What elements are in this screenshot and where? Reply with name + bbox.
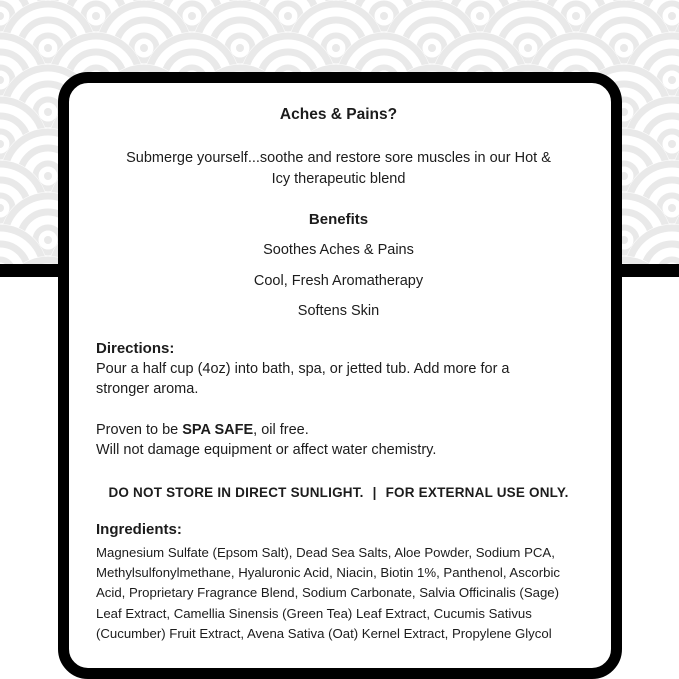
headline: Aches & Pains? <box>279 106 398 123</box>
warning-separator: | <box>372 484 377 500</box>
spa-safe-suffix: , oil free. <box>253 421 309 438</box>
benefits-heading: Benefits <box>308 211 369 228</box>
spa-safe-highlight: SPA SAFE <box>182 421 254 438</box>
ingredients-line-1: Magnesium Sulfate (Epsom Salt), Dead Sea Salts, Aloe Powder, Sodium PCA, <box>96 544 555 560</box>
ingredients-heading: Ingredients: <box>96 520 182 538</box>
benefits-list <box>96 240 581 322</box>
ingredients-line-3: Acid, Proprietary Fragrance Blend, Sodium Carbonate, Salvia Officinalis (Sage) <box>96 585 560 601</box>
spa-safe-note <box>96 420 581 461</box>
directions-text <box>96 359 581 400</box>
benefit-item-1: Soothes Aches & Pains <box>263 242 414 258</box>
ingredients-list <box>96 543 581 645</box>
label-content <box>69 83 611 645</box>
intro-paragraph <box>96 148 581 189</box>
benefit-item-3: Softens Skin <box>297 303 380 319</box>
label-card <box>58 72 622 679</box>
storage-warning <box>96 483 581 503</box>
ingredients-line-2: Methylsulfonylmethane, Hyaluronic Acid, Niacin, Biotin 1%, Panthenol, Ascorbic <box>96 564 560 580</box>
intro-line-1: Submerge yourself...soothe and restore sore muscles in our Hot & <box>126 150 551 166</box>
directions-heading: Directions: <box>96 339 175 357</box>
spa-safe-line-1 <box>96 420 581 441</box>
benefit-item-2: Cool, Fresh Aromatherapy <box>253 272 424 289</box>
warning-right: FOR EXTERNAL USE ONLY. <box>385 484 569 500</box>
spa-safe-line-2: Will not damage equipment or affect water chemistry. <box>96 442 437 458</box>
directions-line-1: Pour a half cup (4oz) into bath, spa, or jetted tub. Add more for a <box>96 360 510 377</box>
spa-safe-prefix: Proven to be <box>96 421 183 438</box>
ingredients-line-4: Leaf Extract, Camellia Sinensis (Green Tea) Leaf Extract, Cucumis Sativus <box>96 605 532 621</box>
directions-line-2: stronger aroma. <box>96 381 199 397</box>
intro-line-2: Icy therapeutic blend <box>271 170 406 187</box>
warning-left: DO NOT STORE IN DIRECT SUNLIGHT. <box>108 484 364 500</box>
ingredients-line-5: (Cucumber) Fruit Extract, Avena Sativa (Oat) Kernel Extract, Propylene Glycol <box>96 626 552 642</box>
